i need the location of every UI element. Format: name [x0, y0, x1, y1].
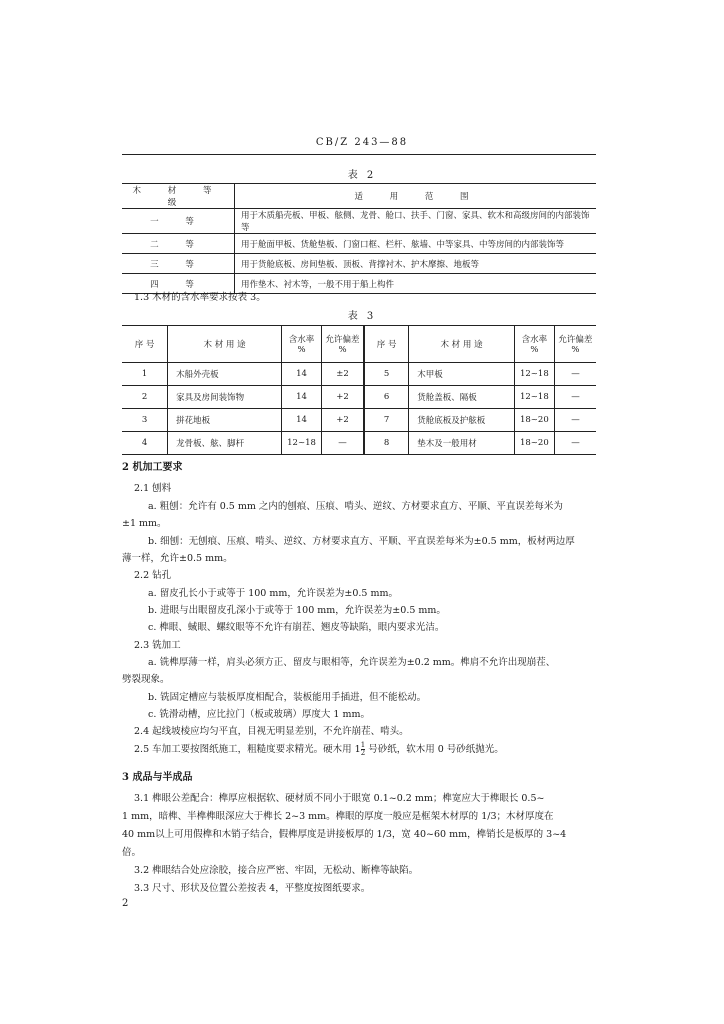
table3-h-use2: 木 材 用 途: [409, 326, 515, 363]
table3-h-dev: 允许偏差 %: [322, 326, 365, 363]
table3-h-mc2: 含水率 %: [514, 326, 554, 363]
no-cell: 8: [364, 432, 409, 455]
clause-3-3: 3.3 尺寸、形状及位置公差按表 4，平整度按图纸要求。: [134, 883, 371, 894]
clause-2-4: 2.4 起线坡棱应均匀平直，目视无明显差别，不允许崩茬、啃头。: [134, 726, 409, 737]
no-cell: 7: [364, 409, 409, 432]
clause-3-1-line1: 3.1 榫眼公差配合：榫厚应根据软、硬材质不同小于眼宽 0.1~0.2 mm；榫宽应大于榫眼长 0.5~: [134, 793, 545, 804]
no-cell: 6: [364, 386, 409, 409]
header-rule: [122, 154, 596, 155]
clause-2-3: 2.3 铣加工: [134, 640, 181, 651]
use-cell: 货舱底板及护舷板: [409, 409, 515, 432]
clause-2-2-c: c. 榫眼、蜮眼、螺纹眼等不允许有崩茬、翘皮等缺陷，眼内要求光洁。: [148, 622, 445, 633]
dev-cell: —: [554, 409, 596, 432]
clause-2-1-a-line2: ±1 mm。: [122, 518, 167, 529]
no-cell: 2: [122, 386, 168, 409]
use-cell: 龙骨板、舷、脚杆: [168, 432, 282, 455]
scope-cell: 用作垫木、衬木等，一般不用于船上构件: [235, 274, 597, 294]
scope-cell: 用于木质船壳板、甲板、舷侧、龙骨、舱口、扶手、门窗、家具、软木和高级房间的内部装饰等: [235, 209, 597, 234]
table3-caption: 表 3: [347, 311, 377, 322]
clause-2-3-a-line1: a. 铣榫厚薄一样，肩头必须方正、留皮与眼相等，允许误差为±0.2 mm。榫肩不允许出现崩茬、: [148, 657, 556, 668]
no-cell: 1: [122, 363, 168, 386]
clause-2-1-a-line1: a. 粗刨：允许有 0.5 mm 之内的刨痕、压痕、啃头、逆纹、方材要求直方、平顺、平直误差每米为: [148, 501, 563, 512]
dev-cell: +2: [322, 409, 365, 432]
table3-h-use: 木 材 用 途: [168, 326, 282, 363]
table-row: [122, 409, 596, 432]
clause-2-2-a: a. 留皮孔长小于或等于 100 mm，允许误差为±0.5 mm。: [148, 588, 398, 599]
clause-2-2-b: b. 进眼与出眼留皮孔深小于或等于 100 mm，允许误差为±0.5 mm。: [148, 605, 446, 616]
fraction-numerator: 1: [360, 741, 366, 749]
use-cell: 家具及房间装饰物: [168, 386, 282, 409]
mc-cell: 14: [282, 363, 322, 386]
mc-cell: 12~18: [514, 386, 554, 409]
mc-cell: 14: [282, 386, 322, 409]
use-cell: 拼花地板: [168, 409, 282, 432]
table3-header-row: [122, 326, 596, 363]
dev-cell: ±2: [322, 363, 365, 386]
clause-2-3-b: b. 铣固定槽应与装板厚度相配合，装板能用手插进，但不能松动。: [148, 692, 427, 703]
document-code: CB/Z 243—88: [315, 137, 409, 148]
clause-3-1-line4: 倍。: [122, 847, 142, 858]
table2-col-grade: 木 材 等 级: [122, 184, 235, 209]
table-row: [122, 432, 596, 455]
dev-cell: —: [554, 432, 596, 455]
grade-cell: 一 等: [122, 209, 235, 234]
clause-2-2: 2.2 钻孔: [134, 570, 172, 581]
table-row: [122, 363, 596, 386]
use-cell: 货舱盖板、隔板: [409, 386, 515, 409]
grade-cell: 三 等: [122, 254, 235, 274]
scope-cell: 用于货舱底板、房间垫板、顶板、背撑衬木、护木摩擦、地板等: [235, 254, 597, 274]
table3-h-no: 序 号: [122, 326, 168, 363]
clause-3-1-line2: 1 mm，暗榫、半榫榫眼深应大于榫长 2~3 mm。榫眼的厚度一般应是框架木材厚的 1/3；木材厚度在: [122, 811, 554, 822]
table-row: [122, 209, 596, 234]
use-cell: 垫木及一般用材: [409, 432, 515, 455]
use-cell: 木甲板: [409, 363, 515, 386]
mc-cell: 12~18: [282, 432, 322, 455]
section-2-title: 2 机加工要求: [122, 462, 183, 473]
table3-h-dev2: 允许偏差 %: [554, 326, 596, 363]
fraction-denominator: 2: [360, 749, 366, 757]
no-cell: 5: [364, 363, 409, 386]
clause-1-3: 1.3 木材的含水率要求按表 3。: [134, 292, 266, 303]
dev-cell: —: [554, 363, 596, 386]
table2-header-row: [122, 184, 596, 209]
use-cell: 木船外壳板: [168, 363, 282, 386]
clause-2-5-text-pre: 2.5 车加工要按图纸施工，粗糙度要求精光。硬木用 1: [134, 744, 361, 755]
table-row: [122, 254, 596, 274]
table3: [122, 325, 596, 455]
scope-cell: 用于舱面甲板、货舱垫板、门窗口框、栏杆、舷墙、中等家具、中等房间的内部装饰等: [235, 234, 597, 254]
dev-cell: —: [554, 386, 596, 409]
page-number: 2: [122, 898, 129, 909]
clause-3-1-line3: 40 mm以上可用假榫和木销子结合，假榫厚度是讲接板厚的 1/3，宽 40~60 mm，榫销长是板厚的 3~4: [122, 829, 567, 840]
clause-2-1-b-line1: b. 细刨：无刨痕、压痕、啃头、逆纹、方材要求直方、平顺、平直误差每米为±0.5 mm，板材两边厚: [148, 536, 575, 547]
clause-2-5-text-post: 号砂纸，软木用 0 号砂纸抛光。: [365, 744, 504, 755]
table-row: [122, 234, 596, 254]
table3-h-no2: 序 号: [364, 326, 409, 363]
mc-cell: 12~18: [514, 363, 554, 386]
section-3-title: 3 成品与半成品: [122, 772, 193, 783]
dev-cell: +2: [322, 386, 365, 409]
clause-2-3-a-line2: 劈裂现象。: [122, 674, 170, 685]
table2-col-scope: 适 用 范 围: [235, 184, 597, 209]
table2-caption: 表 2: [347, 170, 377, 181]
mc-cell: 18~20: [514, 409, 554, 432]
clause-2-1-b-line2: 薄一样，允许±0.5 mm。: [122, 553, 233, 564]
clause-2-1: 2.1 刨料: [134, 483, 172, 494]
grade-cell: 二 等: [122, 234, 235, 254]
no-cell: 3: [122, 409, 168, 432]
table2: [122, 183, 596, 294]
mc-cell: 18~20: [514, 432, 554, 455]
clause-2-3-c: c. 铣滑动槽，应比拉门（板或玻璃）厚度大 1 mm。: [148, 709, 370, 720]
clause-3-2: 3.2 榫眼结合处应涂胶，接合应严密、牢固，无松动、断榫等缺陷。: [134, 865, 419, 876]
no-cell: 4: [122, 432, 168, 455]
table-row: [122, 386, 596, 409]
clause-2-5: [134, 741, 504, 758]
mc-cell: 14: [282, 409, 322, 432]
grade-cell: 四 等: [122, 274, 235, 294]
table3-h-mc: 含水率 %: [282, 326, 322, 363]
dev-cell: —: [322, 432, 365, 455]
